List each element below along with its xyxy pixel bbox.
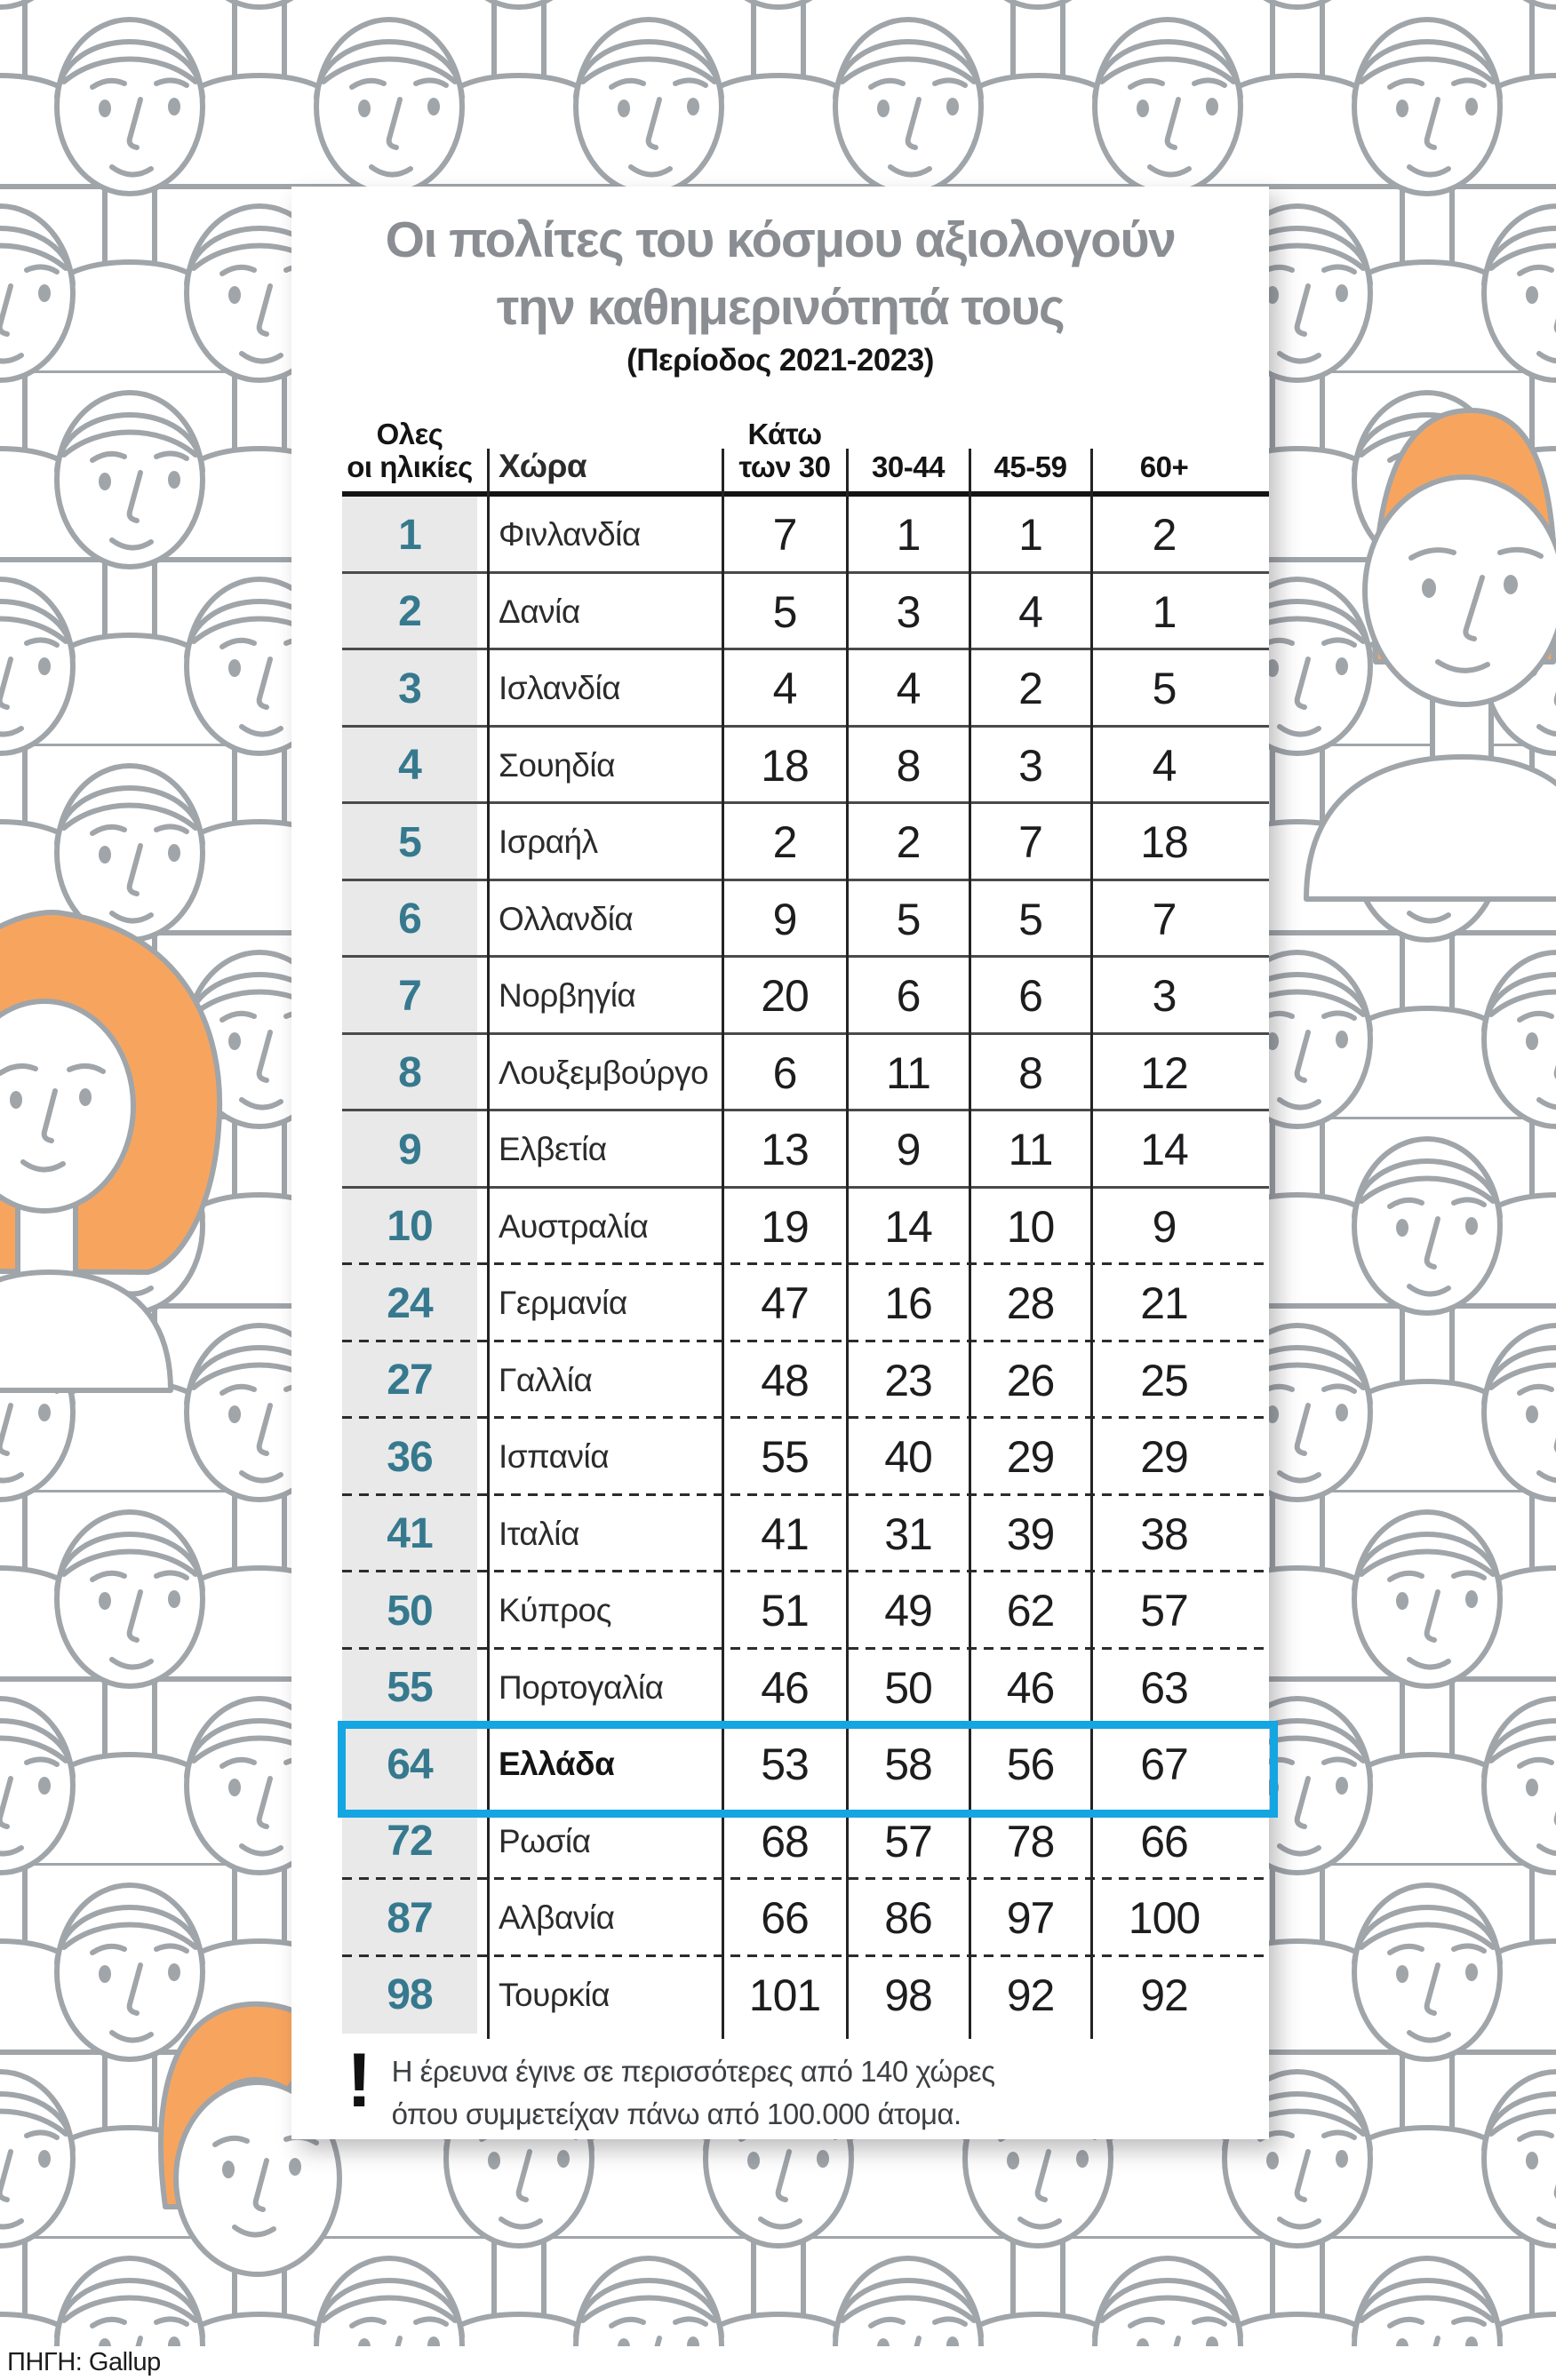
value-cell: 47 [761, 1278, 809, 1329]
table-header [342, 394, 1269, 497]
country-cell: Δανία [499, 593, 580, 630]
value-cell: 62 [1006, 1586, 1055, 1636]
value-cell: 5 [1152, 664, 1177, 714]
column-divider [722, 449, 724, 2039]
value-cell: 57 [1140, 1586, 1188, 1636]
value-cell: 29 [1006, 1432, 1055, 1483]
value-cell: 53 [761, 1739, 809, 1790]
rank-cell: 64 [342, 1726, 477, 1803]
value-cell: 18 [761, 740, 809, 791]
value-cell: 6 [772, 1047, 797, 1098]
rank-cell: 98 [342, 1957, 477, 2034]
value-cell: 4 [1018, 586, 1042, 637]
rank-cell: 4 [342, 728, 477, 805]
country-cell: Ισπανία [499, 1438, 610, 1476]
value-cell: 8 [1018, 1047, 1042, 1098]
header-30-44: 30-44 [872, 450, 945, 484]
value-cell: 40 [884, 1432, 932, 1483]
rank-cell: 24 [342, 1265, 477, 1342]
table-row [342, 1496, 1269, 1573]
value-cell: 98 [884, 1970, 932, 2020]
subtitle-period: (Περίοδος 2021-2023) [626, 343, 934, 378]
rank-cell: 9 [342, 1111, 477, 1189]
value-cell: 3 [1018, 740, 1042, 791]
value-cell: 2 [896, 817, 921, 868]
rank-cell: 55 [342, 1650, 477, 1727]
column-divider [969, 449, 971, 2039]
value-cell: 49 [884, 1586, 932, 1636]
value-cell: 8 [896, 740, 921, 791]
value-cell: 9 [1152, 1201, 1177, 1252]
table-body [342, 497, 1269, 2034]
table-row [342, 1650, 1269, 1727]
rank-cell: 36 [342, 1419, 477, 1496]
infographic-card [291, 187, 1269, 2139]
value-cell: 1 [1152, 586, 1177, 637]
table-row [342, 1189, 1269, 1266]
survey-note [347, 2038, 995, 2136]
value-cell: 5 [1018, 894, 1042, 944]
table-row [342, 958, 1269, 1035]
source-label: ΠΗΓΗ: Gallup [7, 2348, 161, 2376]
country-cell: Τουρκία [499, 1976, 610, 2013]
country-cell: Ιταλία [499, 1515, 579, 1552]
value-cell: 78 [1006, 1816, 1055, 1867]
country-cell: Γαλλία [499, 1361, 593, 1398]
table-row [342, 881, 1269, 959]
value-cell: 25 [1140, 1355, 1188, 1405]
country-cell: Κύπρος [499, 1592, 611, 1629]
table-row-greece-highlighted [342, 1726, 1269, 1803]
column-divider [1090, 449, 1093, 2039]
rank-cell: 10 [342, 1189, 477, 1266]
value-cell: 9 [896, 1125, 921, 1175]
country-cell: Φινλανδία [499, 516, 641, 553]
header-under-30: Κάτω των 30 [738, 418, 831, 484]
table-row [342, 497, 1269, 574]
table-row [342, 1803, 1269, 1881]
value-cell: 3 [1152, 971, 1177, 1022]
header-60plus: 60+ [1139, 450, 1189, 484]
value-cell: 51 [761, 1586, 809, 1636]
value-cell: 66 [761, 1893, 809, 1944]
rank-cell: 50 [342, 1572, 477, 1650]
rank-cell: 27 [342, 1342, 477, 1420]
header-all-ages: Ολες οι ηλικίες [347, 418, 473, 484]
value-cell: 10 [1006, 1201, 1055, 1252]
value-cell: 28 [1006, 1278, 1055, 1329]
value-cell: 46 [761, 1662, 809, 1713]
value-cell: 101 [748, 1970, 821, 2020]
value-cell: 16 [884, 1278, 932, 1329]
value-cell: 100 [1128, 1893, 1201, 1944]
rank-cell: 8 [342, 1035, 477, 1112]
value-cell: 3 [896, 586, 921, 637]
value-cell: 5 [772, 586, 797, 637]
table-row [342, 1419, 1269, 1496]
value-cell: 2 [1152, 510, 1177, 561]
value-cell: 6 [896, 971, 921, 1022]
value-cell: 46 [1006, 1662, 1055, 1713]
value-cell: 97 [1006, 1893, 1055, 1944]
value-cell: 2 [772, 817, 797, 868]
country-cell: Σουηδία [499, 746, 615, 784]
value-cell: 48 [761, 1355, 809, 1405]
value-cell: 4 [896, 664, 921, 714]
value-cell: 12 [1140, 1047, 1188, 1098]
value-cell: 39 [1006, 1508, 1055, 1559]
value-cell: 5 [896, 894, 921, 944]
table-row [342, 1265, 1269, 1342]
footer-strip [0, 2346, 1556, 2380]
value-cell: 68 [761, 1816, 809, 1867]
country-cell: Αλβανία [499, 1899, 615, 1937]
value-cell: 63 [1140, 1662, 1188, 1713]
country-cell: Ισλανδία [499, 670, 621, 707]
country-cell: Αυστραλία [499, 1207, 649, 1245]
value-cell: 92 [1140, 1970, 1188, 2020]
rank-cell: 6 [342, 881, 477, 959]
value-cell: 11 [886, 1047, 930, 1098]
value-cell: 23 [884, 1355, 932, 1405]
rank-cell: 2 [342, 574, 477, 651]
value-cell: 4 [772, 664, 797, 714]
title-line-1: Οι πολίτες του κόσμου αξιολογούν [385, 211, 1176, 268]
value-cell: 57 [884, 1816, 932, 1867]
country-cell: Ολλανδία [499, 900, 634, 937]
value-cell: 29 [1140, 1432, 1188, 1483]
table-row [342, 1880, 1269, 1957]
value-cell: 66 [1140, 1816, 1188, 1867]
country-cell: Ελλάδα [499, 1746, 615, 1783]
header-45-59: 45-59 [993, 450, 1067, 484]
value-cell: 58 [884, 1739, 932, 1790]
page-title [291, 206, 1269, 342]
value-cell: 67 [1140, 1739, 1188, 1790]
value-cell: 20 [761, 971, 809, 1022]
value-cell: 13 [761, 1125, 809, 1175]
value-cell: 14 [884, 1201, 932, 1252]
rank-cell: 7 [342, 958, 477, 1035]
value-cell: 1 [1018, 510, 1042, 561]
country-cell: Ελβετία [499, 1131, 607, 1168]
exclamation-icon: ! [347, 2038, 372, 2123]
country-cell: Ρωσία [499, 1822, 591, 1859]
value-cell: 19 [761, 1201, 809, 1252]
table-row [342, 574, 1269, 651]
value-cell: 41 [761, 1508, 809, 1559]
column-divider [846, 449, 849, 2039]
value-cell: 9 [772, 894, 797, 944]
value-cell: 50 [884, 1662, 932, 1713]
column-divider [487, 449, 490, 2039]
note-line-1: Η έρευνα έγινε σε περισσότερες από 140 χώρες [391, 2055, 995, 2088]
country-cell: Ισραήλ [499, 824, 598, 861]
note-line-2: όπου συμμετείχαν πάνω από 100.000 άτομα. [391, 2097, 962, 2130]
value-cell: 92 [1006, 1970, 1055, 2020]
country-cell: Νορβηγία [499, 977, 636, 1015]
value-cell: 7 [772, 510, 797, 561]
header-country: Χώρα [499, 447, 587, 484]
rank-cell: 72 [342, 1803, 477, 1881]
table-row [342, 1572, 1269, 1650]
value-cell: 6 [1018, 971, 1042, 1022]
table-row [342, 1957, 1269, 2034]
country-cell: Λουξεμβούργο [499, 1054, 709, 1091]
value-cell: 11 [1008, 1125, 1053, 1175]
value-cell: 38 [1140, 1508, 1188, 1559]
table-row [342, 804, 1269, 881]
table-row [342, 1342, 1269, 1420]
value-cell: 1 [896, 510, 921, 561]
note-text [392, 2049, 995, 2136]
rank-cell: 3 [342, 650, 477, 728]
rank-cell: 87 [342, 1880, 477, 1957]
table-row [342, 1111, 1269, 1189]
value-cell: 86 [884, 1893, 932, 1944]
title-line-2: την καθημερινότητά τους [496, 279, 1065, 337]
value-cell: 7 [1152, 894, 1177, 944]
value-cell: 56 [1006, 1739, 1055, 1790]
rank-cell: 41 [342, 1496, 477, 1573]
table-row [342, 728, 1269, 805]
country-cell: Γερμανία [499, 1285, 627, 1322]
value-cell: 18 [1140, 817, 1188, 868]
value-cell: 55 [761, 1432, 809, 1483]
table-row [342, 1035, 1269, 1112]
rank-cell: 1 [342, 497, 477, 574]
country-cell: Πορτογαλία [499, 1668, 664, 1706]
value-cell: 31 [884, 1508, 932, 1559]
value-cell: 14 [1140, 1125, 1188, 1175]
value-cell: 2 [1018, 664, 1042, 714]
value-cell: 26 [1006, 1355, 1055, 1405]
value-cell: 21 [1140, 1278, 1188, 1329]
rank-cell: 5 [342, 804, 477, 881]
value-cell: 7 [1018, 817, 1042, 868]
value-cell: 4 [1152, 740, 1177, 791]
table-row [342, 650, 1269, 728]
